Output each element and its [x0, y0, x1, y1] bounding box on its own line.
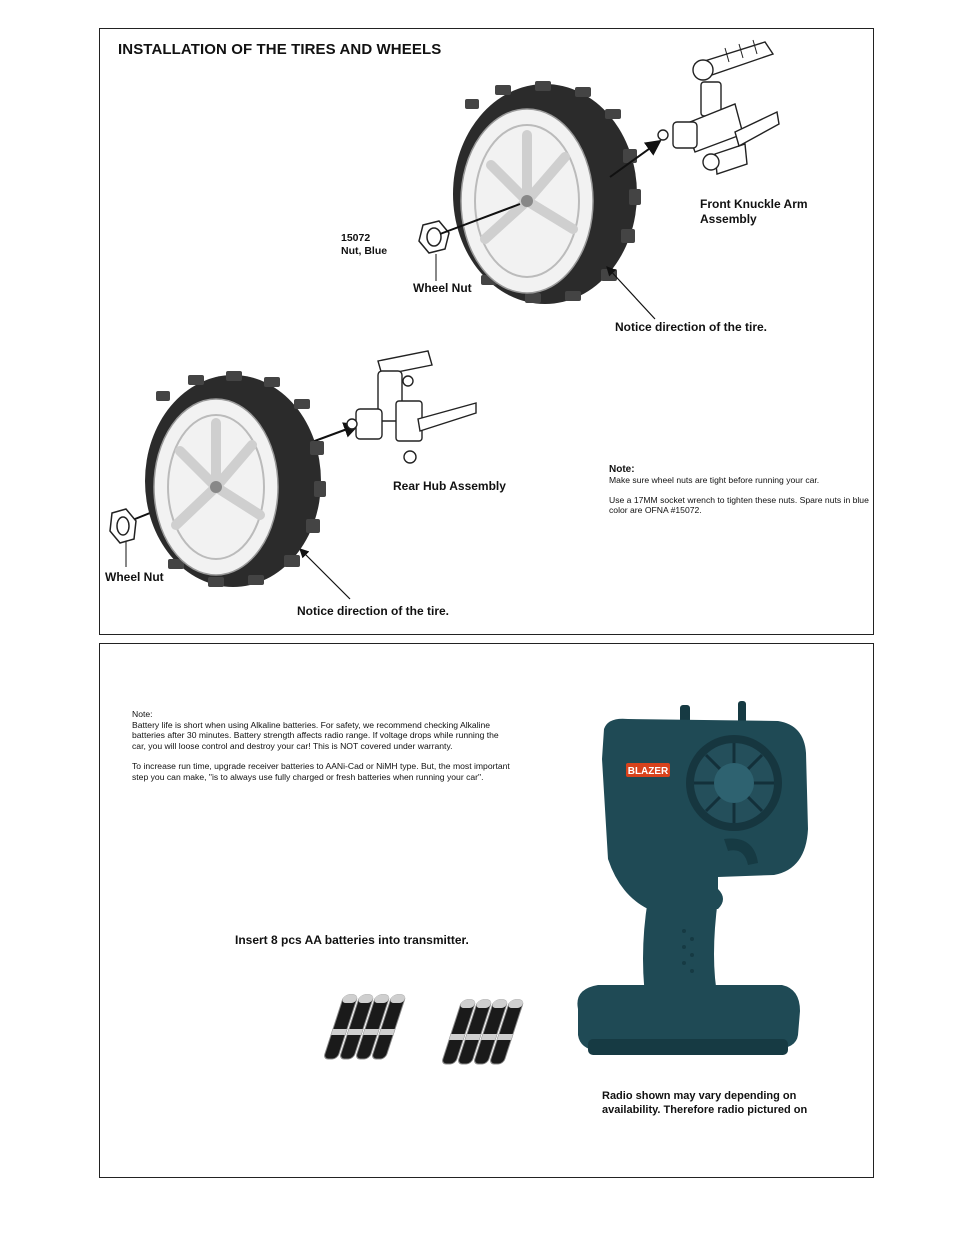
front-direction-label: Notice direction of the tire. — [615, 320, 768, 334]
rear-tire-illustration — [138, 369, 328, 594]
battery-note-heading: Note: — [132, 709, 153, 719]
radio-caption-line2: availability. Therefore radio pictured on — [602, 1104, 808, 1116]
tires-wheels-panel — [99, 28, 874, 635]
radio-batteries-panel — [99, 643, 874, 1178]
rear-hub-label: Rear Hub Assembly — [393, 479, 506, 493]
section-title: INSTALLATION OF THE TIRES AND WHEELS — [118, 41, 442, 58]
tires-note-line2: Use a 17MM socket wrench to tighten these nuts. Spare nuts in blue color are OFNA #15072. — [609, 494, 869, 515]
rear-wheel-nut-icon — [108, 507, 138, 545]
aa-battery-pack-icon — [322, 989, 412, 1069]
rear-direction-label: Notice direction of the tire. — [297, 604, 450, 618]
tires-note-heading: Note: — [609, 464, 635, 475]
tires-note-line1: Make sure wheel nuts are tight before running your car. — [609, 475, 820, 485]
rear-hub-illustration — [348, 351, 478, 471]
radio-transmitter-illustration — [568, 699, 816, 1077]
battery-note-paragraph-2: To increase run time, upgrade receiver batteries to AANi-Cad or NiMH type. But, the most important step you can make, "is to always use fully charged or fresh batteries when running your car". — [132, 761, 510, 782]
tires-note — [609, 464, 871, 516]
front-wheel-nut-label: Wheel Nut — [413, 281, 472, 295]
part-number: 15072 — [341, 232, 371, 244]
battery-note-paragraph-1: Battery life is short when using Alkaline batteries. For safety, we recommend checking Alkaline batteries after 30 minutes. Battery strength affects radio range. If voltage drops while running the car, you will loose control and destroy your car! This is NOT covered under warranty. — [132, 719, 499, 751]
aa-battery-pack-icon — [440, 994, 530, 1074]
front-knuckle-label-line2: Assembly — [700, 212, 757, 226]
part-name: Nut, Blue — [341, 245, 388, 257]
rear-wheel-nut-label: Wheel Nut — [105, 570, 164, 584]
front-knuckle-label-line1: Front Knuckle Arm — [700, 197, 808, 211]
transmitter-brand: BLAZER — [627, 766, 669, 777]
radio-caption-line1: Radio shown may vary depending on — [602, 1090, 797, 1102]
battery-note — [132, 709, 510, 782]
insert-batteries-label: Insert 8 pcs AA batteries into transmitter. — [235, 933, 469, 947]
